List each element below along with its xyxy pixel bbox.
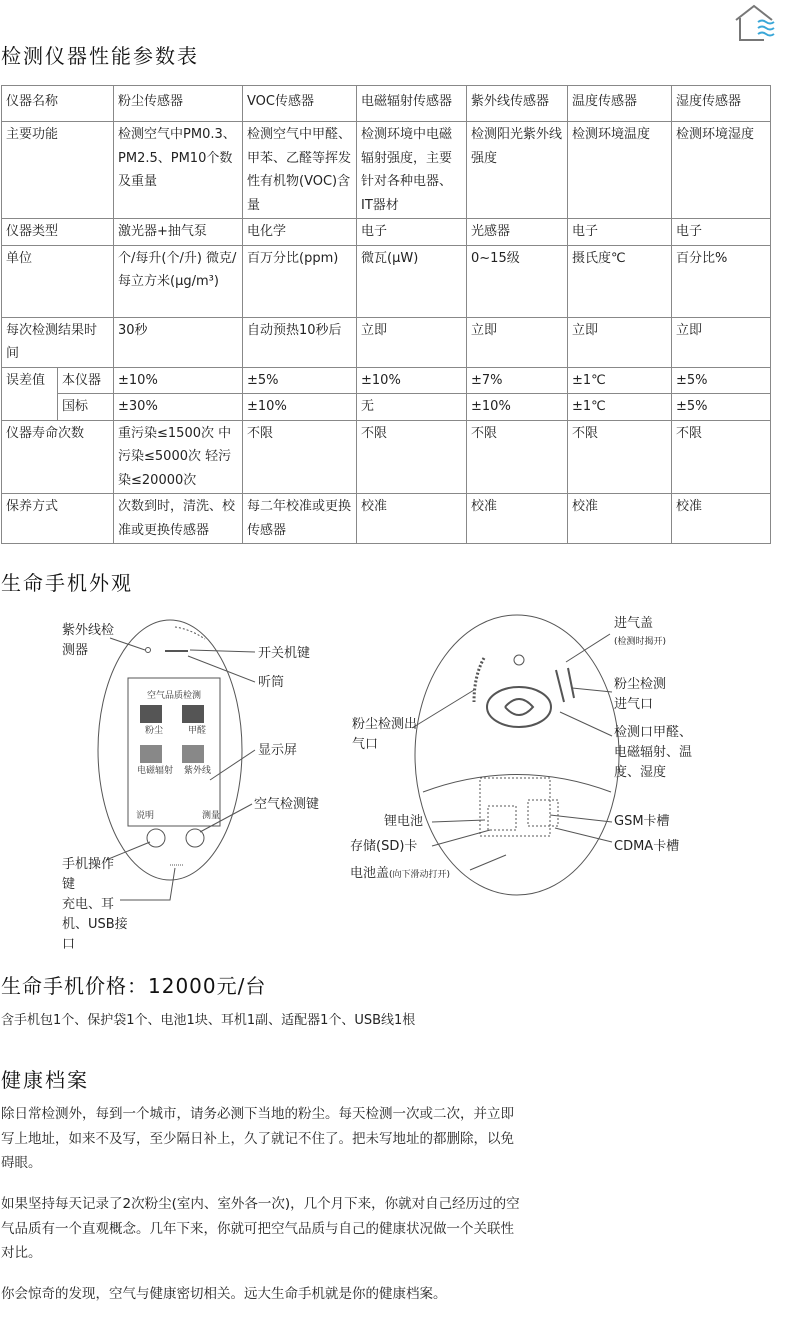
header-cell: 电磁辐射传感器	[357, 86, 467, 122]
header-cell: 仪器名称	[2, 86, 114, 122]
power-key-label: 开关机键	[258, 646, 311, 661]
table-cell: 百分比%	[672, 245, 771, 317]
table-cell: 校准	[467, 494, 568, 544]
sd-card-label: 存储(SD)卡	[350, 839, 418, 854]
header-cell: 粉尘传感器	[114, 86, 243, 122]
table-cell: 激光器+抽气泵	[114, 219, 243, 246]
uv-detector-dot	[146, 648, 151, 653]
back-camera	[514, 655, 524, 665]
table-cell: 电子	[568, 219, 672, 246]
call-key-icon	[147, 829, 165, 847]
air-test-key-label: 空气检测键	[254, 797, 320, 812]
table-cell: 校准	[357, 494, 467, 544]
table-cell: 校准	[672, 494, 771, 544]
intake-cover-label: 进气盖	[614, 616, 654, 631]
table-cell: 电子	[357, 219, 467, 246]
table-cell: ±5%	[672, 394, 771, 421]
usb-label: 充电、耳机、USB接口	[62, 897, 128, 952]
row-label: 每次检测结果时间	[2, 317, 114, 367]
table-cell: ±30%	[114, 394, 243, 421]
uv-detector-label: 紫外线检测器	[62, 623, 115, 658]
table-cell: 立即	[467, 317, 568, 367]
formaldehyde-icon	[182, 705, 204, 723]
table-cell: ±10%	[357, 367, 467, 394]
uv-icon	[182, 745, 204, 763]
table-row	[2, 219, 771, 246]
package-contents: 含手机包1个、保护袋1个、电池1块、耳机1副、适配器1个、USB线1根	[1, 1013, 416, 1028]
health-paragraph: 除日常检测外，每到一个城市，请务必测下当地的粉尘。每天检测一次或二次，并立即写上地址，如来不及写，至少隔日补上，久了就记不住了。把未写地址的都删除，以免碍眼。	[1, 1106, 514, 1171]
screen-icon-label: 粉尘	[145, 726, 164, 736]
table-cell: ±10%	[243, 394, 357, 421]
cdma-slot-label: CDMA卡槽	[614, 839, 680, 854]
screen-icon-label: 紫外线	[184, 766, 212, 776]
table-cell: 摄氏度℃	[568, 245, 672, 317]
table-cell: 每二年校准或更换传感器	[243, 494, 357, 544]
screen-icon-label: 电磁辐射	[137, 766, 174, 776]
softkey-left[interactable]: 说明	[136, 811, 155, 821]
battery-cover-label	[350, 864, 450, 885]
table-cell: ±10%	[467, 394, 568, 421]
table-cell: 光感器	[467, 219, 568, 246]
dust-outlet-label: 粉尘检测出气口	[352, 717, 418, 752]
softkey-right[interactable]: 测量	[202, 811, 221, 821]
table-row	[2, 394, 771, 421]
table-cell: 不限	[467, 420, 568, 494]
table-cell: 电子	[672, 219, 771, 246]
header-cell: 温度传感器	[568, 86, 672, 122]
dust-icon	[140, 705, 162, 723]
table-cell: 自动预热10秒后	[243, 317, 357, 367]
header-cell: 湿度传感器	[672, 86, 771, 122]
row-label: 仪器类型	[2, 219, 114, 246]
brand-logo	[487, 687, 551, 727]
table-cell: ±5%	[672, 367, 771, 394]
health-paragraph: 你会惊奇的发现，空气与健康密切相关。远大生命手机就是你的健康档案。	[1, 1286, 447, 1302]
health-paragraph: 如果坚持每天记录了2次粉尘(室内、室外各一次)，几个月下来，你就对自己经历过的空气品质有一个直观概念。几年下来，你就可把空气品质与自己的健康状况做一个关联性对比。	[1, 1196, 520, 1261]
header-cell: VOC传感器	[243, 86, 357, 122]
battery-cover-edge	[423, 775, 611, 793]
table-cell: 个/每升(个/升) 微克/每立方米(μg/m³)	[114, 245, 243, 317]
battery-cover-text: 电池盖	[350, 866, 390, 881]
table-cell: 检测空气中PM0.3、PM2.5、PM10个数及重量	[114, 122, 243, 219]
table-row	[2, 122, 771, 219]
table-cell: 次数到时，清洗、校准或更换传感器	[114, 494, 243, 544]
table-row	[2, 494, 771, 544]
intake-cover-slot	[556, 668, 574, 702]
table-cell: 不限	[672, 420, 771, 494]
phone-back-body	[415, 615, 619, 895]
table-cell: 立即	[357, 317, 467, 367]
dust-inlet-label: 粉尘检测进气口	[614, 677, 667, 712]
price-title: 生命手机价格：12000元/台	[1, 974, 267, 998]
battery-label: 锂电池	[384, 814, 424, 829]
table-cell: 立即	[672, 317, 771, 367]
row-sublabel: 国标	[58, 394, 114, 421]
table-cell: 百万分比(ppm)	[243, 245, 357, 317]
table-cell: 30秒	[114, 317, 243, 367]
table-cell: ±1℃	[568, 394, 672, 421]
table-cell: 检测环境中电磁辐射强度，主要针对各种电器、IT器材	[357, 122, 467, 219]
table-row	[2, 367, 771, 394]
intake-cover-note: (检测时揭开)	[614, 637, 667, 647]
table-cell: ±10%	[114, 367, 243, 394]
table-cell: 0~15级	[467, 245, 568, 317]
table-cell: 不限	[357, 420, 467, 494]
table-cell: ±5%	[243, 367, 357, 394]
table-header-row	[2, 86, 771, 122]
battery-cover-note: (向下滑动打开)	[389, 870, 451, 880]
row-label: 误差值	[2, 367, 58, 420]
row-label: 单位	[2, 245, 114, 317]
sim-slot	[528, 800, 558, 826]
table-cell: 电化学	[243, 219, 357, 246]
table-row	[2, 317, 771, 367]
table-cell: ±7%	[467, 367, 568, 394]
table-cell: 微瓦(μW)	[357, 245, 467, 317]
phone-top-edge	[175, 627, 205, 639]
row-label: 主要功能	[2, 122, 114, 219]
radiation-icon	[140, 745, 162, 763]
table-row	[2, 245, 771, 317]
table-cell: 校准	[568, 494, 672, 544]
row-sublabel: 本仪器	[58, 367, 114, 394]
gsm-slot-label: GSM卡槽	[614, 814, 670, 829]
table-cell: 检测阳光紫外线强度	[467, 122, 568, 219]
row-label: 保养方式	[2, 494, 114, 544]
table-row	[2, 420, 771, 494]
screen-title: 空气品质检测	[147, 691, 202, 701]
earpiece-label: 听筒	[258, 675, 285, 690]
health-title: 健康档案	[1, 1068, 89, 1092]
header-cell: 紫外线传感器	[467, 86, 568, 122]
sd-slot	[488, 806, 516, 830]
house-logo-icon	[730, 2, 778, 44]
dust-outlet-grill	[474, 658, 484, 702]
table-cell: 检测空气中甲醛、甲苯、乙醛等挥发性有机物(VOC)含量	[243, 122, 357, 219]
screen-icon-label: 甲醛	[188, 726, 207, 736]
spec-table-title: 检测仪器性能参数表	[1, 44, 199, 68]
detect-port-label: 检测口甲醛、电磁辐射、温度、湿度	[614, 725, 693, 780]
table-cell: ±1℃	[568, 367, 672, 394]
display-label: 显示屏	[258, 743, 298, 758]
table-cell: 检测环境温度	[568, 122, 672, 219]
spec-table	[1, 85, 771, 544]
battery-compartment	[480, 778, 550, 836]
table-cell: 不限	[243, 420, 357, 494]
table-cell: 不限	[568, 420, 672, 494]
table-cell: 无	[357, 394, 467, 421]
table-cell: 检测环境湿度	[672, 122, 771, 219]
table-cell: 重污染≤1500次 中污染≤5000次 轻污染≤20000次	[114, 420, 243, 494]
appearance-title: 生命手机外观	[1, 571, 133, 595]
row-label: 仪器寿命次数	[2, 420, 114, 494]
table-cell: 立即	[568, 317, 672, 367]
op-key-label: 手机操作键	[62, 857, 115, 892]
